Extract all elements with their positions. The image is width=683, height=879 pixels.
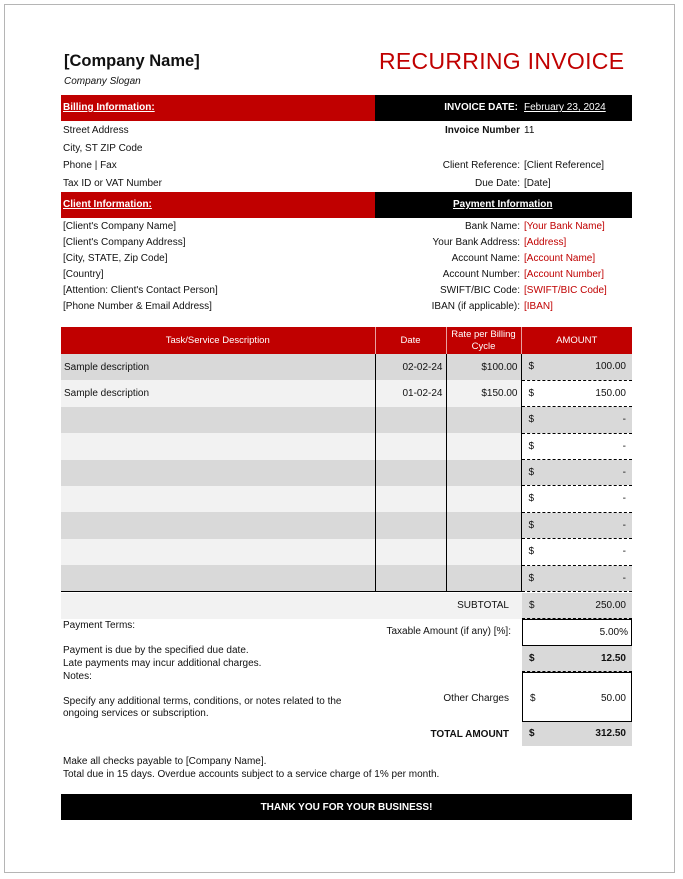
subtotal-value: 250.00 [595,600,626,611]
row-rate[interactable] [446,486,521,512]
row-amount: - [622,519,626,531]
row-rate[interactable] [446,407,521,433]
row-description[interactable] [61,486,375,512]
line-items-table [61,327,632,592]
billing-phone: Phone | Fax [63,160,117,171]
total-due-line: Total due in 15 days. Overdue accounts subject to a service charge of 1% per month. [63,769,440,780]
account-name-label: Account Name: [451,253,520,264]
payment-terms-label: Payment Terms: [63,620,136,631]
row-description[interactable] [61,407,375,433]
iban-label: IBAN (if applicable): [431,301,520,312]
bank-name-value: [Your Bank Name] [524,221,605,232]
due-date-value: [Date] [524,178,551,189]
swift-code-label: SWIFT/BIC Code: [439,285,520,296]
row-amount-cell[interactable] [521,433,632,459]
row-date[interactable]: 01-02-24 [375,380,446,406]
account-name-value: [Account Name] [524,253,596,264]
tax-amount-value: 12.50 [600,653,626,664]
invoice-number-label: Invoice Number [444,125,520,136]
currency-symbol: $ [528,414,535,426]
taxable-amount-label: Taxable Amount (if any) [%]: [386,626,511,637]
client-city: [City, STATE, Zip Code] [63,253,168,264]
currency-symbol: $ [528,519,535,531]
iban-value: [IBAN] [524,301,553,312]
row-date[interactable] [375,565,446,591]
row-date[interactable]: 02-02-24 [375,354,446,380]
row-description[interactable] [61,460,375,486]
payment-terms-line-1: Payment is due by the specified due date. [63,645,249,656]
row-amount-cell[interactable] [521,460,632,486]
row-description[interactable]: Sample description [61,380,375,406]
currency-symbol: $ [528,467,535,479]
tax-amount-cell [522,646,632,672]
row-description[interactable]: Sample description [61,354,375,380]
other-charges-field[interactable] [522,672,632,722]
invoice-number-value: 11 [524,125,535,136]
row-date[interactable] [375,486,446,512]
row-rate[interactable] [446,512,521,538]
table-header-row [61,327,632,354]
invoice-date-bar [375,95,632,121]
table-row [61,407,632,433]
row-amount: - [622,414,626,426]
currency-symbol: $ [529,653,535,664]
client-contact: [Attention: Client's Contact Person] [63,285,218,296]
row-amount-cell[interactable] [521,565,632,591]
company-name: [Company Name] [64,52,200,70]
due-date-label: Due Date: [474,178,520,189]
invoice-date-value: February 23, 2024 [524,102,606,113]
currency-symbol: $ [530,693,536,704]
row-date[interactable] [375,512,446,538]
company-slogan: Company Slogan [64,76,141,87]
total-amount-label: TOTAL AMOUNT [430,729,509,740]
currency-symbol: $ [528,387,535,399]
row-description[interactable] [61,433,375,459]
subtotal-label: SUBTOTAL [457,600,509,611]
billing-section-bar [61,95,375,121]
bank-name-label: Bank Name: [464,221,520,232]
bank-address-value: [Address] [524,237,567,248]
table-row [61,565,632,591]
row-amount: - [622,440,626,452]
total-amount-value: 312.50 [595,728,626,739]
thank-you-bar [61,794,632,820]
notes-line-2: ongoing services or subscription. [63,708,209,719]
client-phone-email: [Phone Number & Email Address] [63,301,212,312]
currency-symbol: $ [528,572,535,584]
row-rate[interactable]: $100.00 [446,354,521,380]
row-amount: 150.00 [595,387,626,399]
taxable-percent-value: 5.00% [599,627,628,638]
row-amount: - [622,467,626,479]
row-amount: - [622,546,626,558]
notes-line-1: Specify any additional terms, conditions, or notes related to the [63,696,342,707]
client-section-label: Client Information: [63,199,152,210]
row-amount: 100.00 [595,361,626,372]
payment-section-label: Payment Information [453,199,553,210]
notes-label: Notes: [63,671,92,682]
table-row [61,380,632,406]
row-amount-cell[interactable] [521,407,632,433]
subtotal-cell [522,593,632,619]
currency-symbol: $ [529,728,535,739]
row-description[interactable] [61,512,375,538]
header-date: Date [375,327,446,354]
client-section-bar [61,192,375,218]
client-reference-label: Client Reference: [442,160,520,171]
table-row [61,433,632,459]
thank-you-text: THANK YOU FOR YOUR BUSINESS! [260,802,433,813]
billing-city: City, ST ZIP Code [63,143,143,154]
bank-address-label: Your Bank Address: [432,237,520,248]
table-row [61,512,632,538]
row-description[interactable] [61,539,375,565]
table-row [61,354,632,380]
billing-tax-id: Tax ID or VAT Number [63,178,162,189]
total-amount-cell [522,722,632,746]
client-country: [Country] [63,269,104,280]
row-amount-cell[interactable] [521,380,632,406]
row-amount-cell[interactable] [521,486,632,512]
row-date[interactable] [375,460,446,486]
client-company-name: [Client's Company Name] [63,221,177,232]
account-number-value: [Account Number] [524,269,605,280]
row-date[interactable] [375,539,446,565]
row-amount-cell[interactable] [521,539,632,565]
row-rate[interactable]: $150.00 [446,380,521,406]
billing-street: Street Address [63,125,129,136]
account-number-label: Account Number: [442,269,520,280]
row-rate[interactable] [446,433,521,459]
row-rate[interactable] [446,539,521,565]
swift-code-value: [SWIFT/BIC Code] [524,285,607,296]
header-description: Task/Service Description [61,327,375,354]
table-row [61,460,632,486]
checks-payable-line: Make all checks payable to [Company Name]. [63,756,267,767]
row-amount-cell[interactable] [521,354,632,380]
currency-symbol: $ [528,361,535,372]
payment-section-bar [375,192,632,218]
row-amount-cell[interactable] [521,512,632,538]
table-row [61,486,632,512]
billing-section-label: Billing Information: [63,102,155,113]
currency-symbol: $ [528,440,535,452]
header-amount: AMOUNT [521,327,632,354]
client-reference-value: [Client Reference] [524,160,605,171]
other-charges-value: 50.00 [600,693,626,704]
currency-symbol: $ [528,546,535,558]
document-title: RECURRING INVOICE [379,48,625,74]
row-rate[interactable] [446,460,521,486]
taxable-percent-field[interactable] [522,619,632,646]
row-amount: - [622,493,626,505]
invoice-date-label: INVOICE DATE: [444,102,518,113]
table-row [61,539,632,565]
payment-terms-line-2: Late payments may incur additional charges. [63,658,262,669]
row-date[interactable] [375,407,446,433]
other-charges-label: Other Charges [443,693,509,704]
row-rate[interactable] [446,565,521,591]
row-date[interactable] [375,433,446,459]
header-rate: Rate per Billing Cycle [446,327,521,354]
row-description[interactable] [61,565,375,591]
currency-symbol: $ [529,600,535,611]
currency-symbol: $ [528,493,535,505]
row-amount: - [622,572,626,584]
client-company-address: [Client's Company Address] [63,237,186,248]
